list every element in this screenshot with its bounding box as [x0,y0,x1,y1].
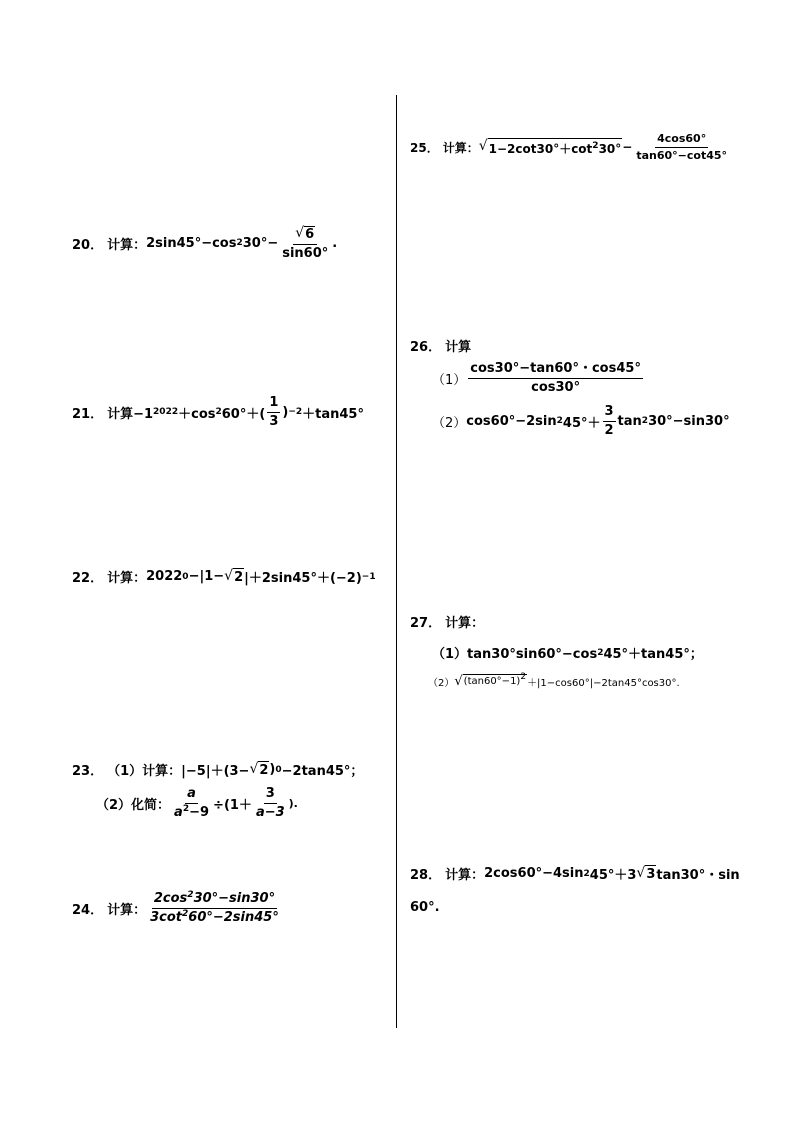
problem-28-cont [410,900,440,915]
problem-number: 28． [410,868,442,883]
expr-part: 60°＋( [221,406,266,422]
fraction [148,892,281,924]
numerator: 30°−sin30° [193,891,276,906]
radicand: 6 [305,227,315,242]
sqrt: √ 6 [295,225,315,242]
expr-part: （2） [432,415,467,431]
expr-part: |＋2sin45°＋(−2) [244,571,362,586]
problem-number: 22． [72,571,104,586]
expr-part: 60°. [410,900,440,915]
expr-part: 30°−sin30° [648,413,730,429]
expr-part: . [332,235,338,251]
denominator: tan60°−cot45° [636,148,728,162]
expr-part: −|1− [188,569,225,584]
radicand: 1−2cot30°＋cot [488,141,593,156]
exponent: 2 [182,908,189,919]
expr-part: （1）计算：|−5|＋(3− [107,764,250,779]
problem-number: 24． [72,902,104,918]
expr-part: ) [269,762,276,777]
fraction [634,133,729,161]
denominator: 3 [269,413,279,429]
expr-part: ＋tan45° [302,406,364,422]
problem-24 [72,892,283,924]
numerator: a [185,787,198,804]
denominator: a [174,804,183,820]
problem-label: 计算： [445,616,485,631]
problem-23-part2 [96,787,298,819]
expr-part: ). [288,796,298,810]
problem-label: 计算： [445,868,485,883]
problem-26-part2: （2） cos60°−2sin 2 45°＋ $\frac{3}{2}$ tan 2 30°−sin30° [432,404,730,438]
sqrt: √ $(\tan 60^\circ-1)^2$ [454,672,527,689]
problem-number: 25． [410,140,439,155]
expr-part: （1）tan30°sin60°−cos [432,647,598,662]
exponent: 2 [520,672,527,682]
fraction [603,405,616,437]
denominator: cos30° [531,379,581,395]
expr-part: ＋|1−cos60°|−2tan45°cos30°. [527,678,680,689]
radicand: 3 [646,867,656,882]
expr-part: 2022 [146,569,183,584]
expr-part: tan [617,413,642,429]
expr-part: 45°＋tan45°； [603,647,703,662]
denominator: a−3 [255,804,285,820]
radicand: 2 [259,763,269,778]
problem-23-part1: 23． （1）计算：|−5|＋(3− √ 2 ) 0 −2tan45°； [72,761,364,779]
numerator: 2cos [153,891,188,906]
problem-27-part1: （1）tan30°sin60°−cos 2 45°＋tan45°； [432,643,703,662]
numerator: 4cos60° [655,133,708,148]
fraction [267,396,280,428]
problem-28: 28． 计算： 2cos60°−4sin 2 45°＋3 √ 3 tan30°・sin [410,865,740,883]
radicand: 2 [234,570,244,585]
exponent: 2 [592,140,599,151]
expr-part: ÷(1＋ [213,797,252,813]
problem-25 [410,133,731,161]
problem-22: 22． 计算： 2022 0 −|1− √ 2 |＋2sin45°＋(−2) −1 [72,568,376,586]
problem-label: 计算 [445,340,472,355]
expr-part: ＋cos [178,406,216,422]
expr-part: cos60°−2sin [466,413,557,429]
numerator: 3 [264,787,277,804]
problem-label: 计算−1 [107,406,154,422]
expr-part: tan30°・sin [656,868,740,883]
problem-21: 21． 计算−1 2022 ＋cos 2 60°＋( $\frac{1}{3}$ ) −2 ＋tan45° [72,395,364,429]
fraction [254,787,287,819]
denominator: 2 [604,422,614,438]
problem-26 [410,336,471,355]
problem-label: 计算： [442,140,479,155]
sqrt: √ 2 [249,761,269,778]
denominator: sin60° [282,245,329,261]
numerator: 1 [267,396,280,413]
expr-part: 2sin45°−cos [146,235,237,251]
denominator: 60°−2sin45° [188,909,279,925]
expr-part: （2）化简： [96,797,171,813]
expr-part: − [622,140,633,155]
problem-26-part1 [432,362,645,394]
sqrt: √ 3 [636,865,656,882]
problem-label: 计算： [107,902,147,918]
denominator: 3cot [150,909,183,925]
problem-27-part2 [428,674,680,689]
fraction [280,226,330,260]
numerator: 3 [603,405,616,422]
problem-number: 23． [72,764,104,779]
sqrt: √ $1-2\cot 30^\circ+\cot^230^\circ$ [478,137,622,156]
column-divider [396,95,397,1028]
expr-part: （1） [432,372,467,388]
fraction [172,787,211,819]
exponent: 2 [182,803,190,814]
radicand: 30° [598,141,622,156]
problem-number: 20． [72,237,104,253]
problem-label: 计算： [107,237,147,253]
problem-number: 27． [410,616,442,631]
problem-label: 计算： [107,571,147,586]
problem-number: 26． [410,340,442,355]
radicand: (tan60°−1) [463,676,521,687]
problem-number: 21． [72,406,104,422]
expr-part: −2tan45°； [281,764,364,779]
expr-part: 30°− [242,235,279,251]
expr-part: ) [282,404,289,420]
denominator: −9 [189,804,210,820]
expr-part: （2） [428,678,455,689]
fraction [468,362,643,394]
problem-27 [410,612,484,631]
sqrt: √ 2 [224,568,244,585]
expr-part: 45°＋ [562,415,601,431]
problem-20: 20． 计算： 2sin45°−cos 2 30°− √ 6 sin60° . [72,225,338,261]
expr-part: 2cos60°−4sin [484,866,584,881]
expr-part: 45°＋3 [589,868,637,883]
numerator: cos30°−tan60°・cos45° [468,362,643,379]
exponent: 2 [187,890,194,900]
